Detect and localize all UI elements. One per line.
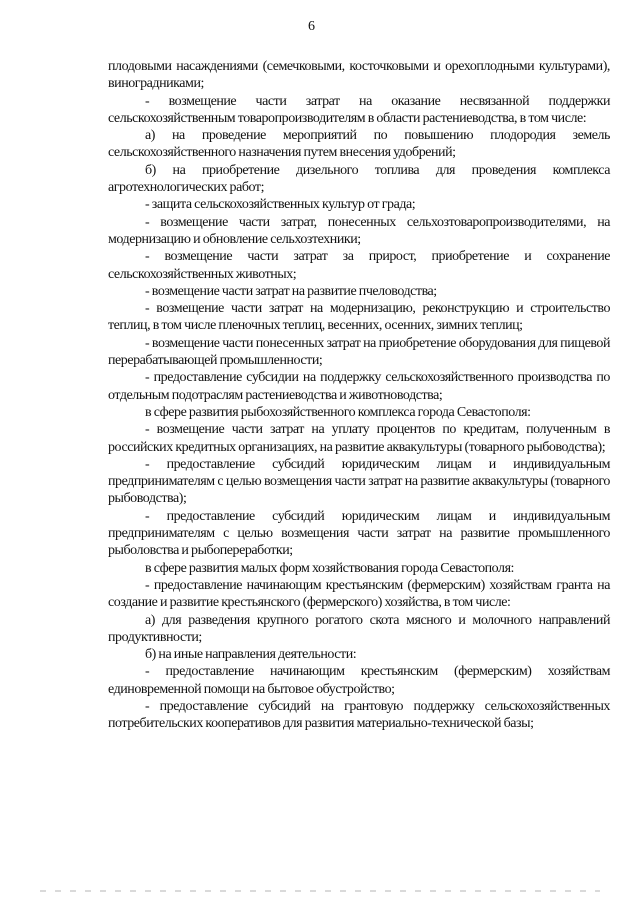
paragraph: - возмещение части затрат на оказание несвязанной поддержки сельскохозяйственным товаропроизводителям в области растениеводства, в том числе: xyxy=(108,93,610,126)
paragraph: - возмещение части затрат на развитие пчеловодства; xyxy=(145,283,437,299)
scan-artifact-line xyxy=(40,890,600,892)
paragraph: - предоставление субсидий на грантовую поддержку сельскохозяйственных потребительских кооперативов для развития материально-технической базы; xyxy=(108,698,610,732)
paragraph: а) на проведение мероприятий по повышению плодородия земель сельскохозяйственного назначения путем внесения удобрений; xyxy=(108,128,610,161)
paragraph: - возмещение части понесенных затрат на приобретение оборудования для пищевой перерабатывающей промышленности; xyxy=(108,335,610,369)
paragraph: - возмещение части затрат за прирост, приобретение и сохранение сельскохозяйственных животных; xyxy=(108,249,610,282)
paragraph: - возмещение части затрат, понесенных сельхозтоваропроизводителями, на модернизацию и обновление сельхозтехники; xyxy=(108,214,610,247)
paragraph: - возмещение части затрат на уплату процентов по кредитам, полученным в российских кредитных организациях, на развитие аквакультуры (товарного рыбоводства); xyxy=(108,422,610,455)
paragraph: а) для разведения крупного рогатого скота мясного и молочного направлений продуктивности; xyxy=(108,612,610,645)
paragraph: в сфере развития малых форм хозяйствования города Севастополя: xyxy=(145,560,515,576)
paragraph: - возмещение части затрат на модернизацию, реконструкцию и строительство теплиц, в том числе пленочных теплиц, весенних, осенних, зимних теплиц; xyxy=(108,301,610,334)
paragraph: - предоставление субсидии на поддержку сельскохозяйственного производства по отдельным подотраслям растениеводства и животноводства; xyxy=(108,370,610,403)
page-number: 6 xyxy=(308,19,315,34)
paragraph: - предоставление начинающим крестьянским (фермерским) хозяйствам единовременной помощи на бытовое обустройство; xyxy=(108,664,610,697)
document-body xyxy=(108,58,610,733)
paragraph: б) на приобретение дизельного топлива для проведения комплекса агротехнологических работ; xyxy=(108,162,610,196)
paragraph: - предоставление начинающим крестьянским (фермерским) хозяйствам гранта на создание и развитие крестьянского (фермерского) хозяйства, в том числе: xyxy=(108,577,610,611)
paragraph: плодовыми насаждениями (семечковыми, косточковыми и орехоплодными культурами), виноградниками; xyxy=(108,59,610,92)
paragraph: - защита сельскохозяйственных культур от града; xyxy=(145,197,416,213)
paragraph: - предоставление субсидий юридическим лицам и индивидуальным предпринимателям с целью возмещения части затрат на развитие аквакультуры (товарного рыбоводства); xyxy=(108,456,610,507)
paragraph: б) на иные направления деятельности: xyxy=(145,647,357,663)
paragraph: в сфере развития рыбохозяйственного комплекса города Севастополя: xyxy=(145,404,531,420)
paragraph: - предоставление субсидий юридическим лицам и индивидуальным предпринимателям с целью возмещения части затрат на развитие промышленного рыболовства и рыбопереработки; xyxy=(108,508,610,559)
